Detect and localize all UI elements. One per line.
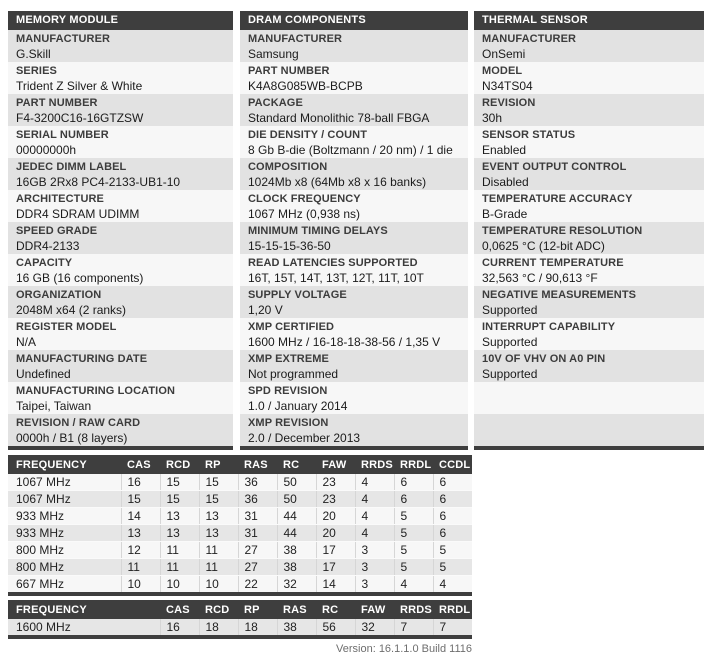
panel-dram-components bbox=[240, 11, 468, 450]
column-header-rcd: RCD bbox=[199, 600, 238, 619]
field-label: MODEL bbox=[482, 65, 523, 77]
timing-cell: 1067 MHz bbox=[8, 474, 121, 491]
field-label: SERIAL NUMBER bbox=[16, 129, 109, 141]
column-header-rp: RP bbox=[199, 455, 238, 474]
timing-cell: 11 bbox=[199, 559, 238, 576]
timing-header-row bbox=[8, 455, 472, 474]
timing-cell: 12 bbox=[121, 542, 160, 559]
timing-cell: 1067 MHz bbox=[8, 491, 121, 508]
field-label: MANUFACTURING LOCATION bbox=[16, 385, 176, 397]
field-label: MINIMUM TIMING DELAYS bbox=[248, 225, 388, 237]
field-label: TEMPERATURE ACCURACY bbox=[482, 193, 633, 205]
timing-cell: 36 bbox=[238, 491, 277, 508]
field-interrupt-capability bbox=[474, 318, 704, 350]
timing-cell: 7 bbox=[394, 619, 433, 637]
column-header-cas: CAS bbox=[121, 455, 160, 474]
timing-cell: 4 bbox=[394, 576, 433, 595]
field-label: MANUFACTURER bbox=[16, 33, 111, 45]
timing-cell: 17 bbox=[316, 542, 355, 559]
field-value: 2048M x64 (2 ranks) bbox=[16, 303, 127, 317]
timing-cell: 32 bbox=[355, 619, 394, 637]
timing-cell: 15 bbox=[199, 491, 238, 508]
timing-cell: 5 bbox=[394, 508, 433, 525]
panel-items bbox=[474, 30, 704, 446]
field-value: 1600 MHz / 16-18-18-38-56 / 1,35 V bbox=[248, 335, 441, 349]
timing-cell: 14 bbox=[316, 576, 355, 595]
timing-cell: 15 bbox=[121, 491, 160, 508]
timing-cell: 4 bbox=[355, 474, 394, 491]
field-value: Not programmed bbox=[248, 367, 339, 381]
field-manufacturer bbox=[240, 30, 468, 62]
timing-cell: 5 bbox=[394, 525, 433, 542]
timing-cell: 800 MHz bbox=[8, 542, 121, 559]
field-value: 1024Mb x8 (64Mb x8 x 16 banks) bbox=[248, 175, 427, 189]
field-package bbox=[240, 94, 468, 126]
field-label: ARCHITECTURE bbox=[16, 193, 104, 205]
timing-cell: 20 bbox=[316, 525, 355, 542]
column-header-rrdl: RRDL bbox=[394, 455, 433, 474]
timing-row bbox=[8, 619, 472, 637]
timing-cell: 16 bbox=[121, 474, 160, 491]
field-value: 1067 MHz (0,938 ns) bbox=[248, 207, 361, 221]
field-value: F4-3200C16-16GTZSW bbox=[16, 111, 144, 125]
xmp-timing-table bbox=[8, 600, 472, 639]
timing-header-row bbox=[8, 600, 472, 619]
timing-cell: 50 bbox=[277, 491, 316, 508]
field-temperature-accuracy bbox=[474, 190, 704, 222]
timing-cell: 7 bbox=[433, 619, 472, 637]
panel-items bbox=[240, 30, 468, 446]
field-label: PACKAGE bbox=[248, 97, 303, 109]
panel-memory-module bbox=[8, 11, 233, 450]
empty-filler-row bbox=[474, 382, 704, 414]
timing-cell: 32 bbox=[277, 576, 316, 595]
panel-title: DRAM COMPONENTS bbox=[240, 11, 468, 30]
timing-cell: 933 MHz bbox=[8, 525, 121, 542]
field-manufacturing-location bbox=[8, 382, 233, 414]
field-label: INTERRUPT CAPABILITY bbox=[482, 321, 616, 333]
field-read-latencies-supported bbox=[240, 254, 468, 286]
timing-cell: 17 bbox=[316, 559, 355, 576]
timing-cell: 14 bbox=[121, 508, 160, 525]
field-label: XMP CERTIFIED bbox=[248, 321, 335, 333]
timing-cell: 13 bbox=[121, 525, 160, 542]
timing-cell: 15 bbox=[199, 474, 238, 491]
field-clock-frequency bbox=[240, 190, 468, 222]
field-value: 16 GB (16 components) bbox=[16, 271, 144, 285]
field-value: OnSemi bbox=[482, 47, 526, 61]
timing-cell: 23 bbox=[316, 474, 355, 491]
timing-cell: 6 bbox=[433, 525, 472, 542]
field-label: COMPOSITION bbox=[248, 161, 328, 173]
field-label: REVISION bbox=[482, 97, 536, 109]
field-capacity bbox=[8, 254, 233, 286]
timing-cell: 20 bbox=[316, 508, 355, 525]
timing-cell: 3 bbox=[355, 559, 394, 576]
field-value: 32,563 °C / 90,613 °F bbox=[482, 271, 598, 285]
timing-cell: 11 bbox=[160, 542, 199, 559]
field-value: DDR4-2133 bbox=[16, 239, 80, 253]
panel-title: THERMAL SENSOR bbox=[474, 11, 704, 30]
timing-cell: 3 bbox=[355, 576, 394, 595]
column-header-rp: RP bbox=[238, 600, 277, 619]
field-die-density-count bbox=[240, 126, 468, 158]
field-label: SUPPLY VOLTAGE bbox=[248, 289, 347, 301]
column-header-rcd: RCD bbox=[160, 455, 199, 474]
timing-cell: 38 bbox=[277, 542, 316, 559]
timing-cell: 18 bbox=[238, 619, 277, 637]
field-value: Disabled bbox=[482, 175, 529, 189]
timing-cell: 15 bbox=[160, 491, 199, 508]
timing-cell: 5 bbox=[433, 542, 472, 559]
field-part-number bbox=[8, 94, 233, 126]
field-xmp-certified bbox=[240, 318, 468, 350]
timing-cell: 50 bbox=[277, 474, 316, 491]
timing-cell: 18 bbox=[199, 619, 238, 637]
timing-cell: 31 bbox=[238, 508, 277, 525]
field-model bbox=[474, 62, 704, 94]
column-header-cas: CAS bbox=[160, 600, 199, 619]
field-manufacturer bbox=[474, 30, 704, 62]
timing-cell: 667 MHz bbox=[8, 576, 121, 595]
field-xmp-revision bbox=[240, 414, 468, 446]
timing-cell: 6 bbox=[433, 508, 472, 525]
timing-row bbox=[8, 542, 472, 559]
timing-row bbox=[8, 576, 472, 595]
field-label: MANUFACTURING DATE bbox=[16, 353, 148, 365]
field-value: 00000000h bbox=[16, 143, 77, 157]
field-value: 1,20 V bbox=[248, 303, 283, 317]
field-label: XMP EXTREME bbox=[248, 353, 329, 365]
column-header-faw: FAW bbox=[316, 455, 355, 474]
column-header-ras: RAS bbox=[277, 600, 316, 619]
field-label: READ LATENCIES SUPPORTED bbox=[248, 257, 418, 269]
column-header-faw: FAW bbox=[355, 600, 394, 619]
column-header-rrds: RRDS bbox=[355, 455, 394, 474]
column-header-frequency: FREQUENCY bbox=[8, 600, 160, 619]
timing-cell: 38 bbox=[277, 619, 316, 637]
field-label: 10V OF VHV ON A0 PIN bbox=[482, 353, 606, 365]
field-label: EVENT OUTPUT CONTROL bbox=[482, 161, 627, 173]
timing-cell: 15 bbox=[160, 474, 199, 491]
timing-cell: 4 bbox=[355, 525, 394, 542]
field-value: 8 Gb B-die (Boltzmann / 20 nm) / 1 die bbox=[248, 143, 453, 157]
panel-items bbox=[8, 30, 233, 446]
field-label: MANUFACTURER bbox=[482, 33, 577, 45]
column-header-ras: RAS bbox=[238, 455, 277, 474]
timing-row bbox=[8, 525, 472, 542]
field-label: CLOCK FREQUENCY bbox=[248, 193, 361, 205]
timing-cell: 4 bbox=[433, 576, 472, 595]
timing-cell: 11 bbox=[160, 559, 199, 576]
field-sensor-status bbox=[474, 126, 704, 158]
field-value: N34TS04 bbox=[482, 79, 533, 93]
timing-cell: 10 bbox=[199, 576, 238, 595]
field-speed-grade bbox=[8, 222, 233, 254]
field-value: Enabled bbox=[482, 143, 527, 157]
field-serial-number bbox=[8, 126, 233, 158]
field-label: TEMPERATURE RESOLUTION bbox=[482, 225, 643, 237]
timing-cell: 13 bbox=[199, 508, 238, 525]
timing-cell: 5 bbox=[394, 542, 433, 559]
field-composition bbox=[240, 158, 468, 190]
field-label: CAPACITY bbox=[16, 257, 73, 269]
field-value: B-Grade bbox=[482, 207, 528, 221]
column-header-ccdl: CCDL bbox=[433, 455, 472, 474]
field-manufacturer bbox=[8, 30, 233, 62]
jedec-timing-table bbox=[8, 455, 472, 596]
field-10v-of-vhv-on-a0-pin bbox=[474, 350, 704, 382]
field-label: DIE DENSITY / COUNT bbox=[248, 129, 368, 141]
column-header-rc: RC bbox=[277, 455, 316, 474]
field-value: N/A bbox=[16, 335, 37, 349]
field-jedec-dimm-label bbox=[8, 158, 233, 190]
field-value: Trident Z Silver & White bbox=[16, 79, 143, 93]
timing-cell: 16 bbox=[160, 619, 199, 637]
timing-cell: 22 bbox=[238, 576, 277, 595]
field-revision-raw-card bbox=[8, 414, 233, 446]
field-value: Supported bbox=[482, 335, 538, 349]
field-temperature-resolution bbox=[474, 222, 704, 254]
timing-cell: 5 bbox=[394, 559, 433, 576]
field-value: 30h bbox=[482, 111, 503, 125]
field-value: 16GB 2Rx8 PC4-2133-UB1-10 bbox=[16, 175, 181, 189]
timing-cell: 27 bbox=[238, 559, 277, 576]
timing-cell: 11 bbox=[199, 542, 238, 559]
field-value: Supported bbox=[482, 367, 538, 381]
timing-cell: 23 bbox=[316, 491, 355, 508]
field-negative-measurements bbox=[474, 286, 704, 318]
timing-cell: 5 bbox=[433, 559, 472, 576]
field-label: SPEED GRADE bbox=[16, 225, 98, 237]
field-event-output-control bbox=[474, 158, 704, 190]
field-label: SPD REVISION bbox=[248, 385, 328, 397]
timing-cell: 13 bbox=[160, 525, 199, 542]
field-label: SENSOR STATUS bbox=[482, 129, 576, 141]
panel-title: MEMORY MODULE bbox=[8, 11, 233, 30]
field-value: 15-15-15-36-50 bbox=[248, 239, 331, 253]
field-value: 16T, 15T, 14T, 13T, 12T, 11T, 10T bbox=[248, 271, 424, 285]
field-supply-voltage bbox=[240, 286, 468, 318]
field-label: ORGANIZATION bbox=[16, 289, 102, 301]
field-manufacturing-date bbox=[8, 350, 233, 382]
timing-cell: 13 bbox=[199, 525, 238, 542]
timing-cell: 6 bbox=[394, 491, 433, 508]
field-organization bbox=[8, 286, 233, 318]
field-current-temperature bbox=[474, 254, 704, 286]
column-header-frequency: FREQUENCY bbox=[8, 455, 121, 474]
field-label: SERIES bbox=[16, 65, 57, 77]
field-label: CURRENT TEMPERATURE bbox=[482, 257, 624, 269]
timing-cell: 933 MHz bbox=[8, 508, 121, 525]
timing-cell: 10 bbox=[160, 576, 199, 595]
field-label: JEDEC DIMM LABEL bbox=[16, 161, 127, 173]
timing-cell: 4 bbox=[355, 491, 394, 508]
timing-cell: 3 bbox=[355, 542, 394, 559]
field-revision bbox=[474, 94, 704, 126]
timing-row bbox=[8, 508, 472, 525]
field-label: REVISION / RAW CARD bbox=[16, 417, 141, 429]
field-value: Supported bbox=[482, 303, 538, 317]
field-label: MANUFACTURER bbox=[248, 33, 343, 45]
field-xmp-extreme bbox=[240, 350, 468, 382]
field-series bbox=[8, 62, 233, 94]
field-minimum-timing-delays bbox=[240, 222, 468, 254]
field-value: 0,0625 °C (12-bit ADC) bbox=[482, 239, 605, 253]
timing-cell: 4 bbox=[355, 508, 394, 525]
timing-cell: 38 bbox=[277, 559, 316, 576]
empty-filler-row bbox=[474, 414, 704, 446]
timing-row bbox=[8, 474, 472, 491]
timing-cell: 6 bbox=[433, 491, 472, 508]
timing-cell: 44 bbox=[277, 525, 316, 542]
timing-cell: 36 bbox=[238, 474, 277, 491]
timing-row bbox=[8, 559, 472, 576]
timing-cell: 11 bbox=[121, 559, 160, 576]
field-architecture bbox=[8, 190, 233, 222]
timing-cell: 800 MHz bbox=[8, 559, 121, 576]
field-value: Standard Monolithic 78-ball FBGA bbox=[248, 111, 430, 125]
column-header-rc: RC bbox=[316, 600, 355, 619]
timing-cell: 6 bbox=[433, 474, 472, 491]
timing-cell: 10 bbox=[121, 576, 160, 595]
timing-cell: 27 bbox=[238, 542, 277, 559]
field-label: XMP REVISION bbox=[248, 417, 329, 429]
timing-row bbox=[8, 491, 472, 508]
column-header-rrdl: RRDL bbox=[433, 600, 472, 619]
field-part-number bbox=[240, 62, 468, 94]
field-label: PART NUMBER bbox=[248, 65, 330, 77]
version-text: Version: 16.1.1.0 Build 1116 bbox=[336, 643, 472, 655]
field-label: NEGATIVE MEASUREMENTS bbox=[482, 289, 637, 301]
field-value: 2.0 / December 2013 bbox=[248, 431, 361, 445]
timing-cell: 56 bbox=[316, 619, 355, 637]
field-value: 0000h / B1 (8 layers) bbox=[16, 431, 128, 445]
field-value: Undefined bbox=[16, 367, 71, 381]
timing-cell: 1600 MHz bbox=[8, 619, 160, 637]
field-value: DDR4 SDRAM UDIMM bbox=[16, 207, 140, 221]
field-label: REGISTER MODEL bbox=[16, 321, 117, 333]
field-value: 1.0 / January 2014 bbox=[248, 399, 348, 413]
timing-cell: 6 bbox=[394, 474, 433, 491]
field-value: G.Skill bbox=[16, 47, 51, 61]
timing-cell: 13 bbox=[160, 508, 199, 525]
column-header-rrds: RRDS bbox=[394, 600, 433, 619]
field-value: K4A8G085WB-BCPB bbox=[248, 79, 363, 93]
field-spd-revision bbox=[240, 382, 468, 414]
timing-cell: 31 bbox=[238, 525, 277, 542]
timing-cell: 44 bbox=[277, 508, 316, 525]
field-register-model bbox=[8, 318, 233, 350]
field-value: Taipei, Taiwan bbox=[16, 399, 92, 413]
field-label: PART NUMBER bbox=[16, 97, 98, 109]
panel-thermal-sensor bbox=[474, 11, 704, 450]
field-value: Samsung bbox=[248, 47, 299, 61]
